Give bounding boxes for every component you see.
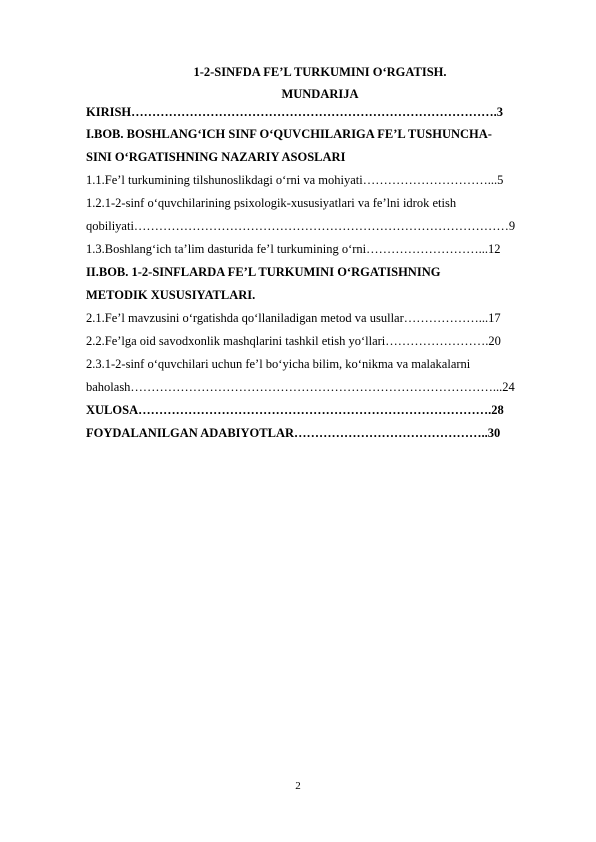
toc-line: FOYDALANILGAN ADABIYOTLAR………………………………………..30 bbox=[86, 426, 501, 440]
toc-line: baholash……………………………………………………………………………...24 bbox=[86, 380, 515, 394]
toc-line: 1.2.1-2-sinf o‘quvchilarining psixologik-xususiyatlari va fe’lni idrok etish bbox=[86, 196, 457, 210]
toc-line: KIRISH…………………………………………………………………………….3 bbox=[86, 105, 504, 119]
toc-line: 1.1.Fe’l turkumining tilshunoslikdagi o‘rni va mohiyati…………………………...5 bbox=[86, 173, 504, 187]
toc-line: XULOSA………………………………………………………………………….28 bbox=[86, 403, 504, 417]
toc-line: 2.3.1-2-sinf o‘quvchilari uchun fe’l bo‘yicha bilim, ko‘nikma va malakalarni bbox=[86, 357, 471, 371]
toc-line: I.BOB. BOSHLANG‘ICH SINF O‘QUVCHILARIGA FE’L TUSHUNCHA- bbox=[86, 127, 492, 141]
toc-line: II.BOB. 1-2-SINFLARDA FE’L TURKUMINI O‘RGATISHNING bbox=[86, 265, 441, 279]
toc-heading: MUNDARIJA bbox=[281, 87, 359, 101]
toc-line: METODIK XUSUSIYATLARI. bbox=[86, 288, 256, 302]
page-number: 2 bbox=[295, 780, 301, 792]
toc-line: 1.3.Boshlang‘ich ta’lim dasturida fe’l turkumining o‘rni………………………...12 bbox=[86, 242, 501, 256]
toc-line: 2.2.Fe’lga oid savodxonlik mashqlarini tashkil etish yo‘llari…………………….20 bbox=[86, 334, 501, 348]
toc-line: qobiliyati………………………………………………………………………………9 bbox=[86, 219, 516, 233]
document-title: 1-2-SINFDA FE’L TURKUMINI O‘RGATISH. bbox=[193, 65, 447, 79]
toc-line: SINI O‘RGATISHNING NAZARIY ASOSLARI bbox=[86, 150, 346, 164]
toc-line: 2.1.Fe’l mavzusini o‘rgatishda qo‘llaniladigan metod va usullar………………...17 bbox=[86, 311, 501, 325]
